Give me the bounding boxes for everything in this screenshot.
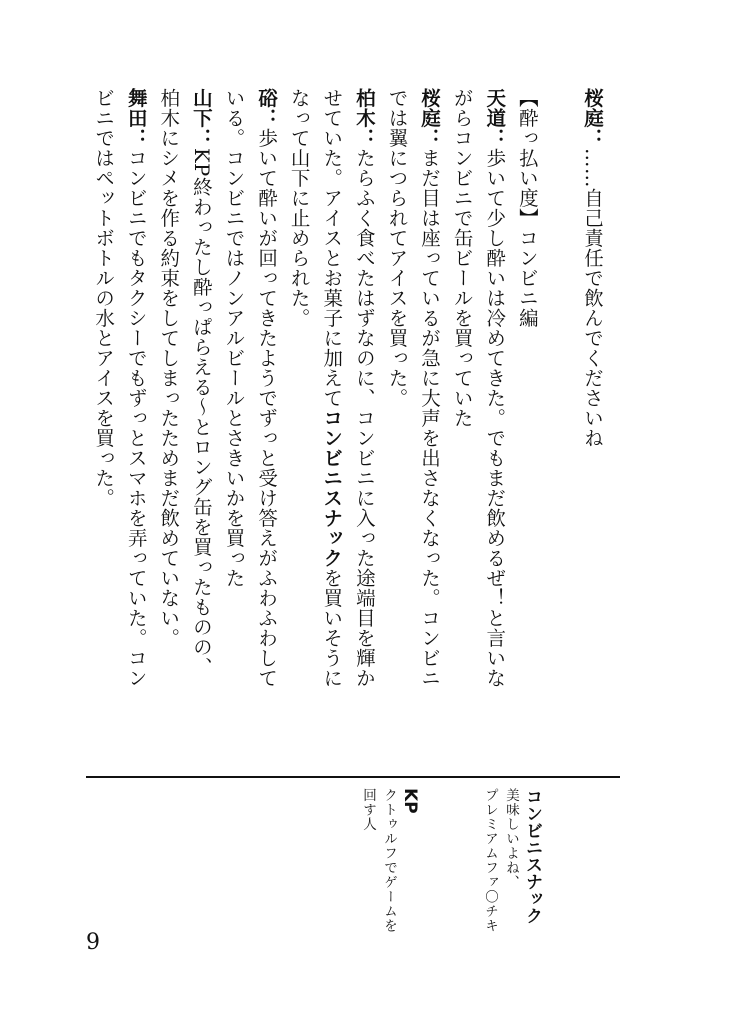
line-text: 歩いて酔いが回ってきたようでずっと受け答えがふわふわして — [255, 128, 279, 688]
speaker-name: 桜庭： — [418, 88, 442, 148]
text-line — [152, 88, 185, 778]
text-line — [478, 88, 511, 778]
text-line — [88, 88, 119, 778]
text-line — [412, 88, 445, 778]
line-text: では翼につられてアイスを買った。 — [385, 88, 409, 408]
line-text: まだ目は座っているが急に大声を出さなくなった。コンビニ — [418, 148, 442, 688]
glossary-definition-line: プレミアムファ〇チキ — [482, 788, 498, 933]
line-text: 歩いて少し酔いは冷めてきた。でもまだ飲めるぜ！と言いな — [483, 148, 507, 688]
line-text: たらふく食べたはずなのに、コンビニに入った途端目を輝か — [352, 148, 376, 688]
glossary-term: コンビニスナック — [522, 788, 542, 924]
text-line — [249, 88, 282, 778]
line-text: を買いそうに — [320, 568, 344, 688]
glossary-definition-line: 回す人 — [360, 788, 376, 832]
main-text-block — [88, 88, 608, 778]
line-text: 柏木にシメを作る約束をしてしまったためまだ飲めていない。 — [157, 88, 181, 648]
line-text: せていた。アイスとお菓子に加えて — [320, 88, 344, 408]
text-line — [380, 88, 413, 778]
glossary-entry-kp — [357, 788, 420, 933]
glossary-definition-line: クトゥルフでゲームを — [381, 788, 397, 933]
text-line — [119, 88, 152, 778]
speaker-name: 舞田： — [124, 88, 148, 148]
line-text: がらコンビニで缶ビールを買っていた — [450, 88, 474, 428]
text-line — [347, 88, 380, 778]
speaker-name: 山下： — [189, 88, 213, 148]
emphasized-term: コンビニスナック — [320, 408, 344, 568]
text-line — [445, 88, 478, 778]
line-text: なって山下に止められた。 — [287, 88, 311, 328]
page-number: 9 — [86, 930, 100, 955]
text-line — [282, 88, 315, 778]
speaker-name: 柏木： — [352, 88, 376, 148]
line-text — [548, 88, 571, 108]
footnote-divider — [86, 776, 620, 778]
line-text: ビニではペットボトルの水とアイスを買った。 — [92, 88, 116, 508]
text-line — [315, 88, 348, 778]
line-text: 【酔っ払い度】コンビニ編 — [515, 88, 539, 328]
line-text: KP終わったし酔っぱらえる～とロング缶を買ったものの、 — [189, 148, 213, 677]
line-text: ……自己責任で飲んでくださいね — [581, 148, 604, 448]
glossary-entry-konbini-snack — [479, 788, 542, 933]
line-text: いる。コンビニではノンアルビールとさきいかを買った — [222, 88, 246, 588]
text-line — [543, 88, 576, 778]
speaker-name: 硲： — [255, 88, 279, 128]
line-text: コンビニでもタクシーでもずっとスマホを弄っていた。コン — [124, 148, 148, 688]
speaker-name: 天道： — [483, 88, 507, 148]
glossary-term: KP — [400, 788, 420, 814]
text-line — [184, 88, 217, 778]
glossary-definition-line: 美味しいよね、 — [503, 788, 519, 890]
speaker-name: 桜庭： — [581, 88, 604, 148]
text-line — [217, 88, 250, 778]
text-line — [510, 88, 543, 778]
text-line — [575, 88, 608, 778]
